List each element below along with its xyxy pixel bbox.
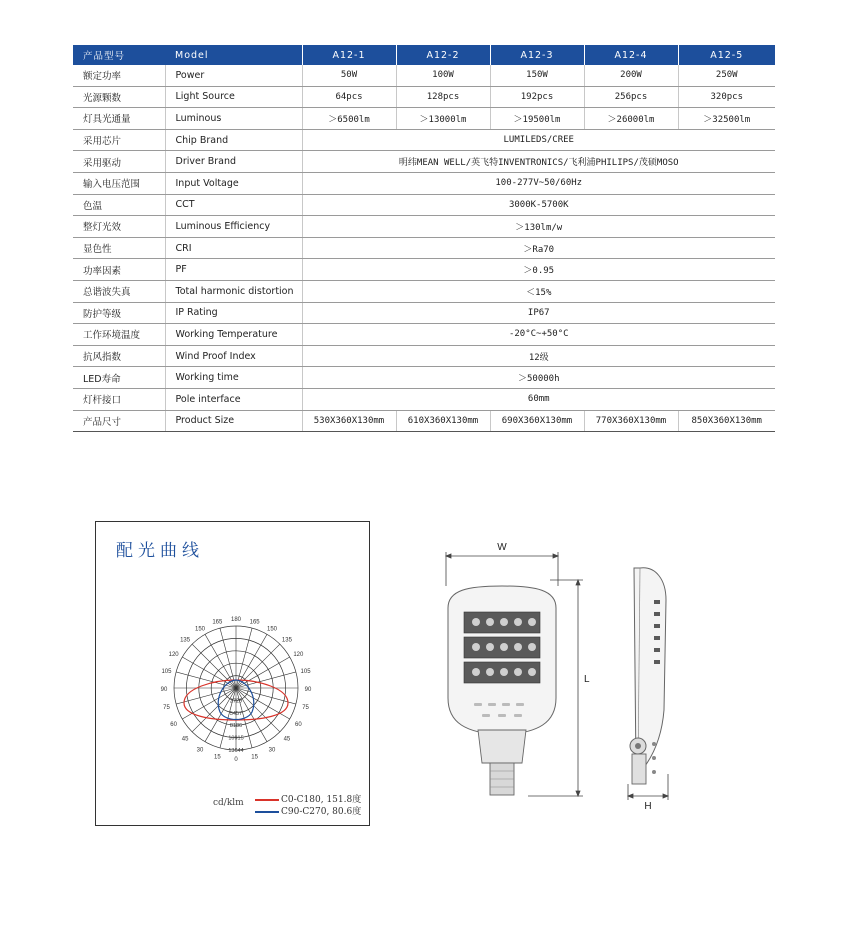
grid-spoke (182, 688, 236, 719)
table-row (73, 194, 775, 216)
angle-label: 15 (251, 754, 258, 761)
angle-label: 60 (170, 722, 177, 728)
angle-label: 75 (302, 705, 309, 712)
row-label-cn: 灯具光通量 (73, 108, 165, 130)
table-row (73, 216, 775, 238)
angle-label: 135 (281, 637, 292, 644)
angle-label: 90 (304, 687, 312, 693)
cell-value: 256pcs (584, 86, 678, 108)
row-label-en: Pole interface (165, 388, 302, 410)
angle-label: 30 (268, 747, 276, 754)
photometric-diagram-panel (95, 521, 370, 826)
row-label-en: Wind Proof Index (165, 345, 302, 367)
row-label-en: Chip Brand (165, 129, 302, 151)
table-row (73, 172, 775, 194)
grid-spoke (220, 628, 236, 688)
angle-label: 45 (283, 736, 291, 743)
row-label-cn: LED寿命 (73, 367, 165, 389)
legend-item-c90 (255, 804, 361, 817)
length-label: L (584, 674, 590, 685)
angle-label: 15 (214, 754, 221, 761)
row-label-en: Luminous Efficiency (165, 216, 302, 238)
table-row (73, 237, 775, 259)
header-a12-1: A12-1 (302, 45, 396, 65)
cell-value: 3000K-5700K (302, 194, 775, 216)
cell-value: 690X360X130mm (490, 410, 584, 432)
radial-label: 10915 (228, 735, 244, 742)
row-label-cn: 灯杆接口 (73, 388, 165, 410)
grid-spoke (236, 688, 290, 719)
header-a12-5: A12-5 (678, 45, 775, 65)
header-model-cn: 产品型号 (73, 45, 165, 65)
row-label-en: Input Voltage (165, 172, 302, 194)
unit-label: cd/klm (213, 798, 244, 808)
cell-value: 850X360X130mm (678, 410, 775, 432)
cell-value: 610X360X130mm (396, 410, 490, 432)
table-row (73, 65, 775, 86)
row-label-cn: 光源颗数 (73, 86, 165, 108)
row-label-en: Working Temperature (165, 324, 302, 346)
angle-label: 45 (181, 736, 189, 743)
front-view-drawing (438, 538, 598, 803)
cell-value: 200W (584, 65, 678, 86)
pole-mount-bracket (478, 730, 526, 763)
table-row (73, 302, 775, 324)
polar-grid (174, 626, 298, 750)
table-row (73, 259, 775, 281)
row-label-en: IP Rating (165, 302, 302, 324)
table-row (73, 324, 775, 346)
angle-label: 120 (293, 652, 304, 658)
table-row (73, 151, 775, 173)
row-label-cn: 防护等级 (73, 302, 165, 324)
angle-label: 0 (234, 757, 238, 763)
row-label-en: Light Source (165, 86, 302, 108)
table-row (73, 108, 775, 130)
cell-value: 100-277V~50/60Hz (302, 172, 775, 194)
row-label-cn: 产品尺寸 (73, 410, 165, 432)
side-view-drawing (618, 560, 688, 810)
table-row (73, 280, 775, 302)
legend-swatch (255, 811, 279, 813)
cell-value: ＜15% (302, 280, 775, 302)
cell-value: 530X360X130mm (302, 410, 396, 432)
table-row (73, 345, 775, 367)
grid-spoke (236, 688, 296, 704)
photometric-title: 配光曲线 (116, 541, 204, 561)
cell-value: 320pcs (678, 86, 775, 108)
angle-label: 180 (230, 617, 242, 623)
row-label-en: Luminous (165, 108, 302, 130)
polar-diagram (136, 588, 336, 788)
row-label-en: Product Size (165, 410, 302, 432)
row-label-en: CCT (165, 194, 302, 216)
width-label: W (497, 542, 507, 553)
cell-value: 250W (678, 65, 775, 86)
table-row (73, 410, 775, 432)
cell-value: 150W (490, 65, 584, 86)
cell-value: LUMILEDS/CREE (302, 129, 775, 151)
row-label-cn: 色温 (73, 194, 165, 216)
table-row (73, 129, 775, 151)
angle-label: 105 (300, 668, 311, 675)
cell-value: 50W (302, 65, 396, 86)
row-label-en: CRI (165, 237, 302, 259)
tilt-joint-bolt (635, 743, 641, 749)
legend-label: C90-C270, 80.6度 (281, 807, 362, 817)
row-label-cn: 显色性 (73, 237, 165, 259)
cell-value: ＞13000lm (396, 108, 490, 130)
row-label-cn: 整灯光效 (73, 216, 165, 238)
angle-label: 30 (196, 747, 204, 754)
row-label-cn: 额定功率 (73, 65, 165, 86)
row-label-cn: 输入电压范围 (73, 172, 165, 194)
lamp-housing (448, 586, 556, 735)
cell-value: -20°C~+50°C (302, 324, 775, 346)
table-header-row (73, 45, 775, 65)
legend-label: C0-C180, 151.8度 (281, 795, 362, 805)
angle-label: 165 (249, 619, 260, 626)
angle-label: 105 (161, 668, 172, 675)
angle-label: 75 (163, 705, 170, 712)
cell-value: ＞0.95 (302, 259, 775, 281)
angle-label: 150 (194, 626, 206, 633)
cell-value: ＞32500lm (678, 108, 775, 130)
row-label-cn: 功率因素 (73, 259, 165, 281)
cell-value: ＞26000lm (584, 108, 678, 130)
cell-value: ＞130lm/w (302, 216, 775, 238)
cell-value: ＞50000h (302, 367, 775, 389)
cell-value: 770X360X130mm (584, 410, 678, 432)
row-label-cn: 抗风指数 (73, 345, 165, 367)
cell-value: ＞19500lm (490, 108, 584, 130)
radial-label: 2729 (229, 698, 243, 705)
row-label-en: Driver Brand (165, 151, 302, 173)
angle-label: 90 (160, 687, 168, 693)
header-a12-2: A12-2 (396, 45, 490, 65)
header-a12-4: A12-4 (584, 45, 678, 65)
table-row (73, 388, 775, 410)
cell-value: ＞6500lm (302, 108, 396, 130)
row-label-cn: 工作环境温度 (73, 324, 165, 346)
height-label: H (644, 801, 652, 810)
grid-spoke (176, 688, 236, 704)
radial-label: 8186 (229, 723, 243, 730)
side-pole-adapter (632, 754, 646, 784)
row-label-en: PF (165, 259, 302, 281)
legend-swatch (255, 799, 279, 801)
table-row (73, 86, 775, 108)
angle-label: 135 (180, 637, 191, 644)
angle-label: 60 (295, 722, 302, 728)
cell-value: 64pcs (302, 86, 396, 108)
cell-value: 12级 (302, 345, 775, 367)
angle-label: 120 (168, 652, 179, 658)
header-a12-3: A12-3 (490, 45, 584, 65)
radial-label: 13644 (228, 748, 244, 754)
spec-table (73, 45, 775, 432)
cell-value: 明纬MEAN WELL/英飞特INVENTRONICS/飞利浦PHILIPS/茂硕MOSO (302, 151, 775, 173)
radial-label: 5457 (229, 710, 243, 717)
angle-label: 165 (212, 619, 223, 626)
row-label-cn: 总谐波失真 (73, 280, 165, 302)
cell-value: 192pcs (490, 86, 584, 108)
row-label-en: Power (165, 65, 302, 86)
grid-spoke (236, 688, 280, 732)
row-label-cn: 采用芯片 (73, 129, 165, 151)
cell-value: 128pcs (396, 86, 490, 108)
header-model-en: Model (165, 45, 302, 65)
grid-spoke (236, 628, 252, 688)
angle-label: 150 (266, 626, 278, 633)
row-label-en: Working time (165, 367, 302, 389)
row-label-cn: 采用驱动 (73, 151, 165, 173)
cell-value: 60mm (302, 388, 775, 410)
cell-value: IP67 (302, 302, 775, 324)
cell-value: 100W (396, 65, 490, 86)
cell-value: ＞Ra70 (302, 237, 775, 259)
table-row (73, 367, 775, 389)
row-label-en: Total harmonic distortion (165, 280, 302, 302)
